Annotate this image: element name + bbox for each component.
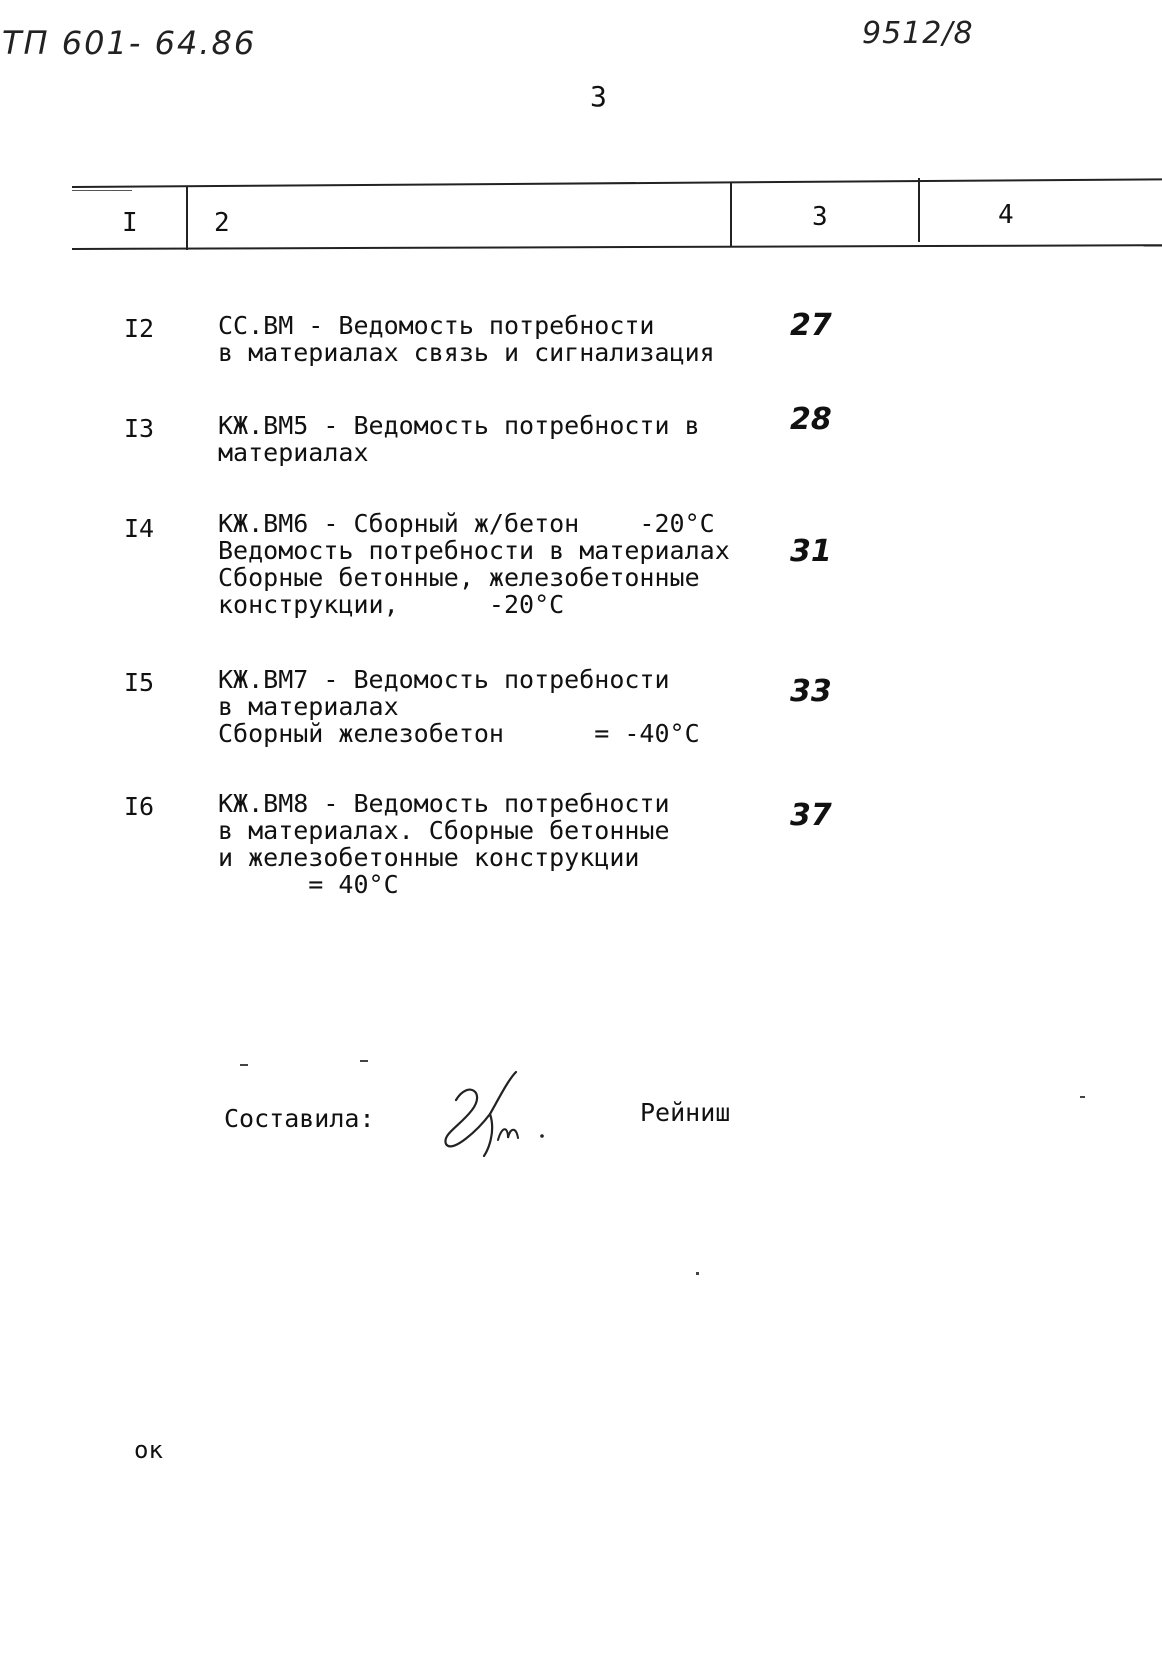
archive-number: 9512/8 [862,16,974,51]
entry-page-ref: 37 [790,798,832,833]
scan-speck [696,1272,699,1275]
table-top-rule [72,178,1162,188]
table-header-bottom-rule [72,244,1162,250]
entry-number: I5 [124,668,155,697]
entry-page-ref: 33 [790,674,832,709]
signature-image [438,1070,558,1160]
scan-speck [240,1064,248,1066]
scan-speck [1080,1096,1085,1098]
column-header-3: 3 [812,202,828,232]
entry-page-ref: 28 [790,402,832,437]
entry-description: КЖ.ВМ5 - Ведомость потребности в материалах [218,411,700,467]
scan-speck [360,1060,368,1062]
entry-number: I3 [124,414,155,443]
entry-description: СС.ВМ - Ведомость потребности в материалах связь и сигнализация [218,311,715,367]
table-top-rule-faint [72,190,132,191]
compiled-by-label: Составила: [224,1104,375,1133]
document-code: ТП 601- 64.86 [2,24,257,62]
ok-mark: ок [134,1436,163,1464]
entry-page-ref: 27 [790,308,832,343]
compiler-name: Рейниш [640,1098,731,1127]
page-number: 3 [590,80,607,113]
column-header-1: I [122,208,138,238]
entry-number: I4 [124,514,155,543]
column-divider-3 [918,178,920,242]
column-divider-1 [186,186,188,250]
column-divider-2 [730,182,732,246]
entry-description: КЖ.ВМ6 - Сборный ж/бетон -20°С Ведомость потребности в материалах Сборные бетонные, железобетонные конструкции, -20°С [218,509,730,619]
entry-description: КЖ.ВМ7 - Ведомость потребности в материалах Сборный железобетон = -40°С [218,665,700,748]
entry-number: I2 [124,314,155,343]
entry-description: КЖ.ВМ8 - Ведомость потребности в материалах. Сборные бетонные и железобетонные конструкции = 40°С [218,789,670,899]
column-header-4: 4 [998,200,1014,230]
column-header-2: 2 [214,208,230,238]
entry-number: I6 [124,792,155,821]
entry-page-ref: 31 [790,534,832,569]
